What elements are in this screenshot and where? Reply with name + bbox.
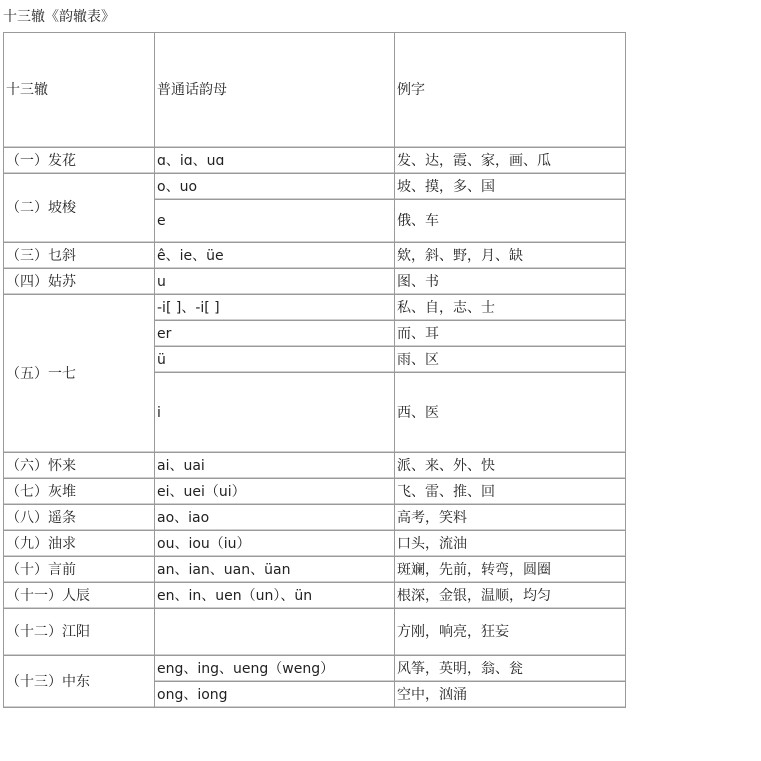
finals-cell: u [155,269,395,295]
examples-cell: 图、书 [395,269,626,295]
table-row [4,557,626,583]
examples-cell: 雨、区 [395,347,626,373]
rhyme-cell: （六）怀来 [4,453,155,479]
examples-cell: 根深，金银，温顺，均匀 [395,583,626,609]
header-examples: 例字 [395,33,626,148]
examples-cell: 斑斓，先前，转弯，圆圈 [395,557,626,583]
rhyme-cell: （九）油求 [4,531,155,557]
header-rhyme: 十三辙 [4,33,155,148]
table-row [4,295,626,321]
finals-cell: ong、iong [155,682,395,708]
examples-cell: 私、自，志、士 [395,295,626,321]
examples-cell: 欸，斜、野，月、缺 [395,243,626,269]
finals-cell: ü [155,347,395,373]
rhyme-cell: （一）发花 [4,148,155,174]
examples-cell: 派、来、外、快 [395,453,626,479]
finals-cell: e [155,200,395,243]
examples-cell: 空中，汹涌 [395,682,626,708]
rhyme-cell: （五）一七 [4,295,155,453]
rhyme-cell: （十一）人辰 [4,583,155,609]
examples-cell: 俄、车 [395,200,626,243]
examples-cell: 而、耳 [395,321,626,347]
table-row [4,505,626,531]
finals-cell [155,609,395,656]
table-row [4,531,626,557]
finals-cell: ai、uai [155,453,395,479]
examples-cell: 西、医 [395,373,626,453]
table-row [4,174,626,200]
finals-cell: -i[ ]、-i[ ] [155,295,395,321]
examples-cell: 口头，流油 [395,531,626,557]
rhyme-cell: （四）姑苏 [4,269,155,295]
finals-cell: ao、iao [155,505,395,531]
rhyme-cell: （三）乜斜 [4,243,155,269]
finals-cell: eng、ing、ueng（weng） [155,656,395,682]
finals-cell: ou、iou（iu） [155,531,395,557]
finals-cell: i [155,373,395,453]
finals-cell: er [155,321,395,347]
page-title: 十三辙《韵辙表》 [3,9,115,25]
examples-cell: 风筝，英明，翁、瓮 [395,656,626,682]
table-row [4,609,626,656]
finals-cell: ɑ、iɑ、uɑ [155,148,395,174]
table-row [4,453,626,479]
rhyme-cell: （二）坡梭 [4,174,155,243]
examples-cell: 方刚，响亮，狂妄 [395,609,626,656]
examples-cell: 坡、摸，多、国 [395,174,626,200]
table-row [4,479,626,505]
examples-cell: 飞、雷、推、回 [395,479,626,505]
finals-cell: ê、ie、üe [155,243,395,269]
header-finals: 普通话韵母 [155,33,395,148]
table-row [4,269,626,295]
rhyme-cell: （七）灰堆 [4,479,155,505]
examples-cell: 发、达，霞、家，画、瓜 [395,148,626,174]
finals-cell: an、ian、uan、üan [155,557,395,583]
rhyme-cell: （十二）江阳 [4,609,155,656]
table-row [4,656,626,682]
rhyme-cell: （十）言前 [4,557,155,583]
finals-cell: o、uo [155,174,395,200]
table-row [4,243,626,269]
header-row [4,33,626,148]
rhyme-cell: （十三）中东 [4,656,155,708]
rhyme-table [3,32,626,708]
table-row [4,583,626,609]
rhyme-cell: （八）遥条 [4,505,155,531]
finals-cell: en、in、uen（un）、ün [155,583,395,609]
examples-cell: 高考，笑料 [395,505,626,531]
finals-cell: ei、uei（ui） [155,479,395,505]
table-row [4,148,626,174]
